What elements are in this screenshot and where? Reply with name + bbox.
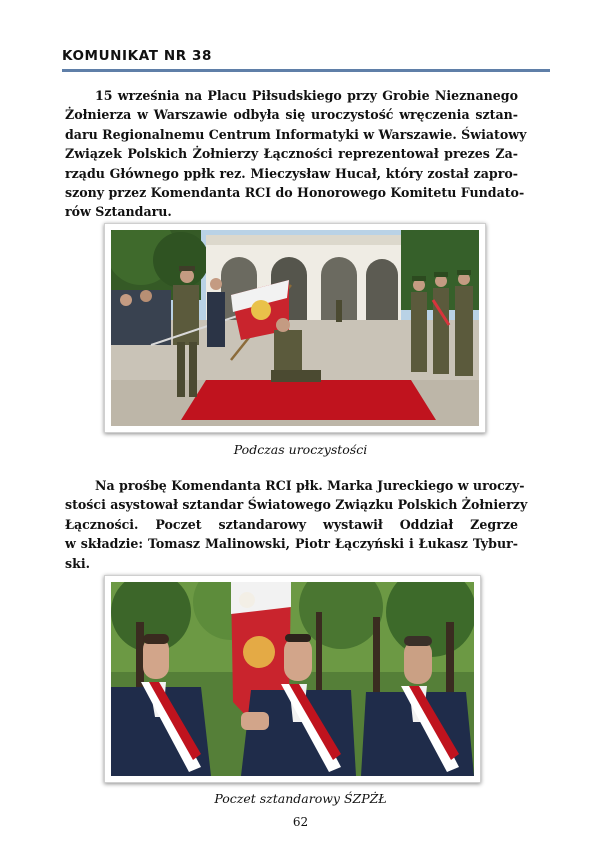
header-rule xyxy=(62,69,550,72)
caption-color-guard: Poczet sztandarowy ŚZPŻŁ xyxy=(214,791,387,806)
page-number: 62 xyxy=(292,815,309,829)
paragraph-line: rządu Głównego ppłk rez. Mieczysław Hucał, który został zapro- xyxy=(65,165,518,181)
color-guard-photo-image xyxy=(111,582,474,776)
paragraph-line: 15 września na Placu Piłsudskiego przy Grobie Nieznanego xyxy=(95,88,518,103)
paragraph-line: Na prośbę Komendanta RCI płk. Marka Jureckiego w uroczy- xyxy=(95,478,525,493)
paragraph-1 xyxy=(65,86,527,222)
paragraph-line: Żołnierza w Warszawie odbyła się uroczystość wręczenia sztan- xyxy=(65,107,518,123)
ceremony-photo-image xyxy=(111,230,479,426)
paragraph-line: daru Regionalnemu Centrum Informatyki w Warszawie. Światowy xyxy=(65,126,527,142)
paragraph-line: Łączności. Poczet sztandarowy wystawił Oddział Zegrze xyxy=(65,516,518,532)
paragraph-line: stości asystował sztandar Światowego Związku Polskich Żołnierzy xyxy=(65,497,528,513)
paragraph-2 xyxy=(65,476,528,573)
header-title: KOMUNIKAT NR 38 xyxy=(62,48,212,64)
paragraph-line: szony przez Komendanta RCI do Honorowego Komitetu Fundato- xyxy=(65,185,525,201)
caption-ceremony: Podczas uroczystości xyxy=(233,442,368,457)
paragraph-line: w składzie: Tomasz Malinowski, Piotr Łączyński i Łukasz Tybur- xyxy=(65,536,518,552)
paragraph-line: ski. xyxy=(65,555,90,571)
paragraph-line: Związek Polskich Żołnierzy Łączności reprezentował prezes Za- xyxy=(65,146,518,162)
paragraph-line: rów Sztandaru. xyxy=(65,204,172,220)
photo-ceremony xyxy=(104,223,486,433)
photo-color-guard xyxy=(104,575,481,783)
